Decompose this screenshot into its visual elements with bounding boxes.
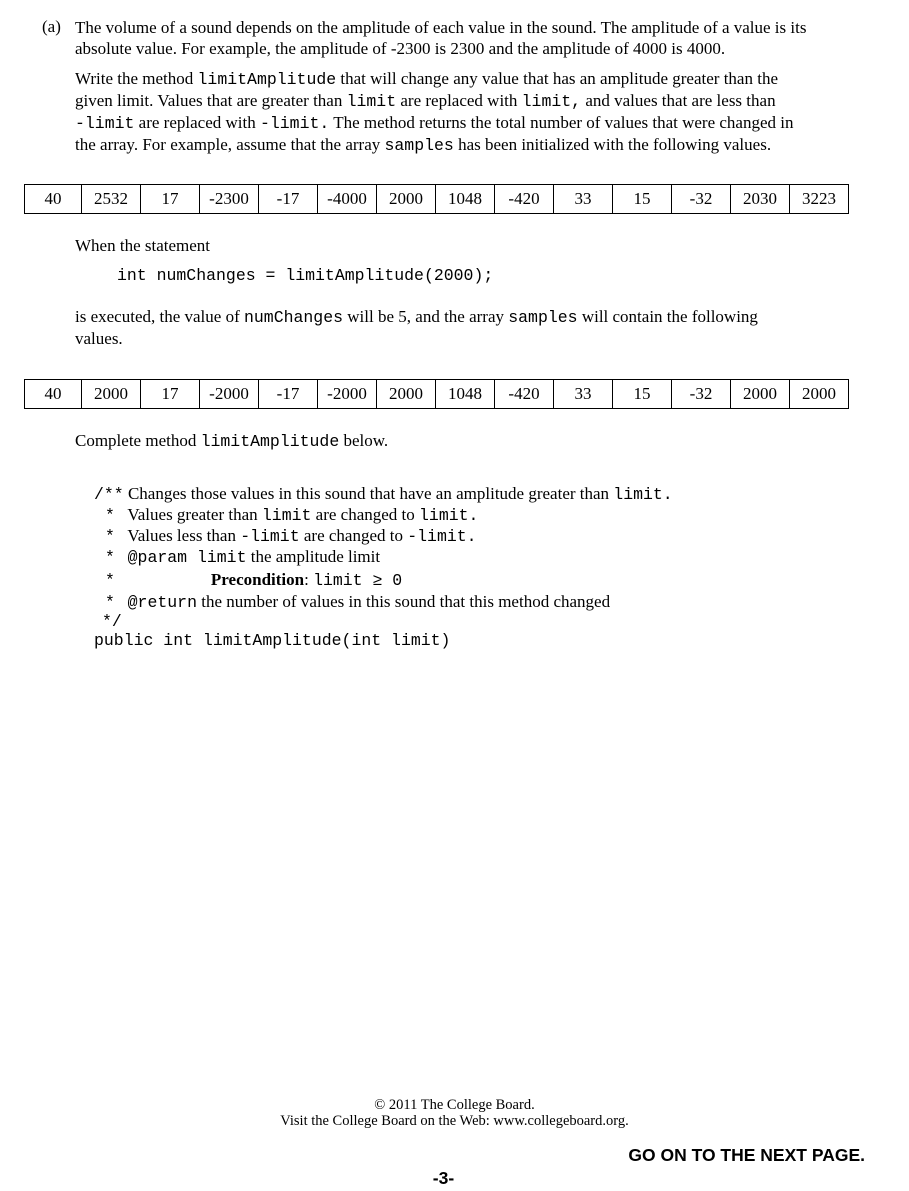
result-samples-array <box>24 379 849 409</box>
task-text: are replaced with <box>138 113 256 132</box>
method-signature: public int limitAmplitude(int limit) <box>94 631 451 650</box>
task-text: and values that are less than <box>585 91 776 110</box>
task-line-2 <box>75 90 794 112</box>
javadoc-line-1: /** Changes those values in this sound that have an amplitude greater than limit. <box>94 484 673 504</box>
statement-code: int numChanges = limitAmplitude(2000); <box>117 266 494 285</box>
array-row <box>25 380 849 409</box>
next-page-label: GO ON TO THE NEXT PAGE. <box>628 1145 865 1165</box>
executed-line-1 <box>75 306 758 328</box>
array-cell: 2532 <box>82 185 141 214</box>
array-cell: -17 <box>259 185 318 214</box>
copyright: © 2011 The College Board. <box>374 1097 535 1113</box>
neg-limit-code: -limit. <box>259 114 330 133</box>
executed-text: will contain the following <box>581 307 758 326</box>
when-text: When the statement <box>75 236 211 255</box>
javadoc-line-3: * Values less than -limit are changed to -limit. <box>105 526 477 546</box>
array-cell: 17 <box>141 380 200 409</box>
complete-instruction <box>75 431 388 451</box>
samples-code: samples <box>508 308 578 327</box>
array-cell: 40 <box>25 380 82 409</box>
javadoc-line-4: * @param limit the amplitude limit <box>105 547 381 567</box>
limit-code: limit <box>346 92 397 111</box>
array-cell: -32 <box>672 380 731 409</box>
array-cell: -2300 <box>200 185 259 214</box>
javadoc-line-5: * Precondition: limit ≥ 0 <box>105 570 403 590</box>
intro-paragraph <box>75 17 806 59</box>
numchanges-code: numChanges <box>244 308 344 327</box>
array-cell: 1048 <box>436 380 495 409</box>
executed-text: is executed, the value of <box>75 307 240 326</box>
task-text: the array. For example, assume that the array <box>75 135 381 154</box>
complete-text: below. <box>343 431 389 450</box>
page-number: -3- <box>432 1168 455 1188</box>
task-line-4 <box>75 134 794 156</box>
samples-code: samples <box>384 136 454 155</box>
executed-text: will be 5, and the array <box>347 307 504 326</box>
part-label: (a) <box>42 17 61 36</box>
array-cell: 15 <box>613 380 672 409</box>
array-cell: -32 <box>672 185 731 214</box>
array-cell: 40 <box>25 185 82 214</box>
initial-samples-array <box>24 184 849 214</box>
array-cell: -17 <box>259 380 318 409</box>
array-cell: 17 <box>141 185 200 214</box>
array-cell: 1048 <box>436 185 495 214</box>
array-cell: -2000 <box>318 380 377 409</box>
task-text: given limit. Values that are greater than <box>75 91 343 110</box>
task-text: The method returns the total number of values that were changed in <box>333 113 794 132</box>
array-cell: 33 <box>554 185 613 214</box>
array-cell: 2000 <box>731 380 790 409</box>
limit-code: limit, <box>521 92 582 111</box>
complete-text: Complete method <box>75 431 197 450</box>
executed-line-2: values. <box>75 329 123 348</box>
task-text: are replaced with <box>400 91 518 110</box>
array-cell: 3223 <box>790 185 849 214</box>
intro-line-2: absolute value. For example, the amplitude of -2300 is 2300 and the amplitude of 4000 is 4000. <box>75 39 726 58</box>
method-name-code: limitAmplitude <box>197 70 337 89</box>
task-text: has been initialized with the following values. <box>458 135 772 154</box>
array-cell: 2000 <box>377 185 436 214</box>
task-line-1 <box>75 68 794 90</box>
array-cell: 2000 <box>377 380 436 409</box>
array-cell: -420 <box>495 185 554 214</box>
array-row <box>25 185 849 214</box>
method-name-code: limitAmplitude <box>200 432 340 451</box>
executed-paragraph <box>75 306 758 349</box>
array-cell: 15 <box>613 185 672 214</box>
visit-link-text: Visit the College Board on the Web: www.collegeboard.org. <box>280 1113 629 1129</box>
array-cell: 2030 <box>731 185 790 214</box>
array-cell: -4000 <box>318 185 377 214</box>
javadoc-line-2: * Values greater than limit are changed to limit. <box>105 505 479 525</box>
array-cell: 33 <box>554 380 613 409</box>
array-cell: 2000 <box>82 380 141 409</box>
array-cell: -2000 <box>200 380 259 409</box>
intro-line-1: The volume of a sound depends on the amplitude of each value in the sound. The amplitude of a value is its <box>75 18 807 37</box>
javadoc-line-6: * @return the number of values in this sound that this method changed <box>105 592 611 612</box>
array-cell: -420 <box>495 380 554 409</box>
array-cell: 2000 <box>790 380 849 409</box>
task-text: Write the method <box>75 69 194 88</box>
task-paragraph <box>75 68 794 156</box>
neg-limit-code: -limit <box>75 114 135 133</box>
task-line-3 <box>75 112 794 134</box>
task-text: that will change any value that has an amplitude greater than the <box>340 69 778 88</box>
javadoc-close: */ <box>102 612 122 631</box>
